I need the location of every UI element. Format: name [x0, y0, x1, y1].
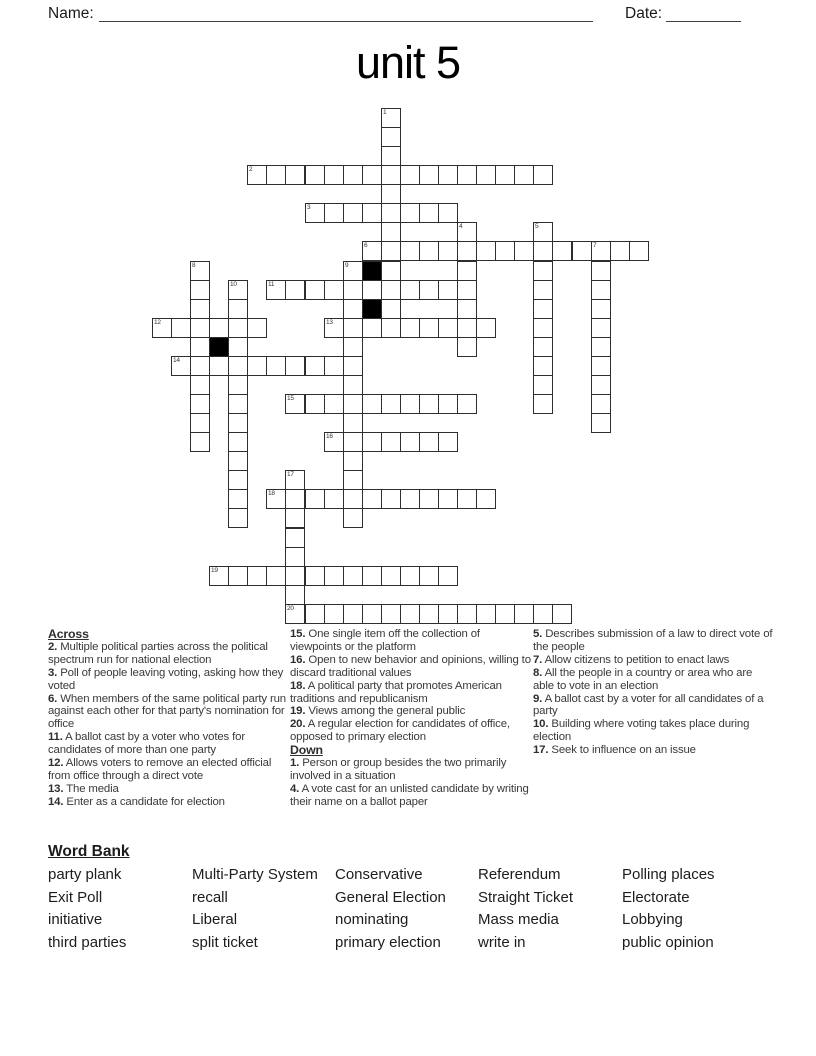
grid-cell: [381, 222, 401, 242]
word-bank-item: initiative: [48, 911, 103, 928]
grid-cell-black: [209, 337, 229, 357]
grid-cell: [343, 394, 363, 414]
grid-cell: [190, 413, 210, 433]
grid-cell: [247, 566, 267, 586]
grid-cell: [591, 413, 611, 433]
grid-cell: [381, 241, 401, 261]
clue-across-12: 12. Allows voters to remove an elected official from office through a direct vote: [48, 757, 272, 782]
grid-cell: [228, 489, 248, 509]
grid-cell: [495, 165, 515, 185]
across-heading: Across: [48, 627, 89, 641]
clue-across-13: 13. The media: [48, 782, 119, 795]
grid-cell: [591, 394, 611, 414]
grid-cell: [381, 184, 401, 204]
grid-cell: [610, 241, 630, 261]
word-bank-item: Electorate: [622, 888, 690, 906]
crossword-grid: [152, 108, 648, 623]
clue-across-2: 2. Multiple political parties across the political spectrum run for national election: [48, 640, 268, 666]
cell-number: 2: [249, 166, 253, 173]
clue-down-5: 5. Describes submission of a law to direct vote of the people: [533, 628, 773, 653]
clue-across-18: 18. A political party that promotes American traditions and republicanism: [290, 679, 502, 705]
clue-across-14: 14. Enter as a candidate for election: [48, 795, 225, 808]
grid-cell: [190, 280, 210, 300]
grid-cell: [381, 261, 401, 281]
grid-cell: [228, 470, 248, 490]
grid-cell: [591, 337, 611, 357]
grid-cell: [476, 318, 496, 338]
word-bank-item: nominating: [335, 911, 409, 928]
grid-cell: [343, 299, 363, 319]
clue-number: 17.: [533, 744, 549, 757]
grid-cell: [533, 356, 553, 376]
grid-cell: [400, 203, 420, 223]
clue-number: 4.: [290, 782, 300, 795]
clue-down-8: 8. All the people in a country or area who are able to vote in an election: [533, 666, 753, 692]
grid-cell: [362, 394, 382, 414]
grid-cell: [514, 604, 534, 624]
grid-cell: [305, 280, 325, 300]
grid-cell: [190, 318, 210, 338]
grid-cell: [533, 375, 553, 395]
clue-across-6: 6. When members of the same political party run against each other for that party's nomination for office: [48, 692, 286, 731]
grid-cell: [343, 318, 363, 338]
grid-cell: [552, 604, 572, 624]
grid-cell: [419, 241, 439, 261]
grid-cell: [343, 432, 363, 452]
grid-cell: [285, 604, 305, 624]
grid-cell: [324, 280, 344, 300]
cell-number: 3: [307, 204, 311, 211]
cell-number: 8: [192, 262, 196, 269]
clue-number: 18.: [290, 679, 306, 692]
grid-cell: [381, 108, 401, 128]
grid-cell: [190, 394, 210, 414]
grid-cell: [457, 337, 477, 357]
grid-cell: [438, 280, 458, 300]
clue-number: 16.: [290, 653, 306, 666]
grid-cell: [400, 394, 420, 414]
word-bank-item: primary election: [335, 933, 441, 951]
grid-cell: [343, 280, 363, 300]
grid-cell: [533, 299, 553, 319]
grid-cell: [343, 337, 363, 357]
cell-number: 15: [287, 395, 294, 402]
grid-cell: [438, 241, 458, 261]
clue-number: 11.: [48, 731, 63, 744]
word-bank-item: Conservative: [335, 866, 423, 883]
cell-number: 11: [268, 281, 275, 288]
clue-down-10: 10. Building where voting takes place during election: [533, 718, 750, 744]
grid-cell: [419, 604, 439, 624]
cell-number: 5: [535, 223, 539, 230]
cell-number: 16: [326, 433, 333, 440]
grid-cell: [228, 566, 248, 586]
word-bank-item: recall: [192, 888, 228, 906]
word-bank-item: party plank: [48, 866, 122, 883]
grid-cell: [362, 203, 382, 223]
grid-cell: [438, 165, 458, 185]
grid-cell: [419, 280, 439, 300]
grid-cell: [572, 241, 592, 261]
grid-cell: [190, 299, 210, 319]
clue-across-15: 15. One single item off the collection of viewpoints or the platform: [290, 628, 480, 653]
grid-cell: [324, 604, 344, 624]
grid-cell: [209, 356, 229, 376]
grid-cell: [381, 280, 401, 300]
grid-cell: [400, 165, 420, 185]
grid-cell: [400, 318, 420, 338]
word-bank-item: split ticket: [192, 933, 258, 951]
grid-cell: [324, 566, 344, 586]
clue-number: 10.: [533, 718, 549, 731]
grid-cell: [514, 165, 534, 185]
grid-cell: [533, 280, 553, 300]
word-bank-item: Polling places: [622, 866, 715, 883]
grid-cell: [533, 165, 553, 185]
grid-cell: [324, 165, 344, 185]
clue-number: 20.: [290, 718, 306, 731]
clue-number: 12.: [48, 757, 64, 770]
grid-cell: [400, 489, 420, 509]
clue-number: 14.: [48, 795, 64, 808]
grid-cell: [438, 566, 458, 586]
grid-cell: [457, 604, 477, 624]
cell-number: 18: [268, 490, 275, 497]
grid-cell: [266, 566, 286, 586]
grid-cell: [305, 165, 325, 185]
grid-cell: [381, 566, 401, 586]
grid-cell: [419, 203, 439, 223]
grid-cell: [228, 375, 248, 395]
grid-cell: [285, 547, 305, 567]
grid-cell: [400, 280, 420, 300]
grid-cell: [247, 318, 267, 338]
date-blank-line: [666, 21, 741, 22]
grid-cell: [228, 356, 248, 376]
grid-cell: [438, 489, 458, 509]
grid-cell: [285, 470, 305, 490]
grid-cell: [190, 337, 210, 357]
grid-cell: [476, 241, 496, 261]
grid-cell-black: [362, 299, 382, 319]
clue-number: 19.: [290, 705, 306, 718]
grid-cell: [400, 241, 420, 261]
grid-cell: [190, 356, 210, 376]
grid-cell: [362, 432, 382, 452]
grid-cell: [457, 318, 477, 338]
clue-number: 8.: [533, 666, 543, 679]
grid-cell: [419, 394, 439, 414]
grid-cell: [381, 127, 401, 147]
clue-down-1: 1. Person or group besides the two primarily involved in a situation: [290, 757, 507, 782]
grid-cell: [476, 165, 496, 185]
word-bank-item: Liberal: [192, 911, 238, 928]
grid-cell: [533, 604, 553, 624]
word-bank-heading: Word Bank: [48, 843, 130, 860]
grid-cell: [324, 432, 344, 452]
word-bank-item: General Election: [335, 888, 446, 906]
grid-cell: [305, 489, 325, 509]
word-bank-item: public opinion: [622, 933, 714, 951]
grid-cell: [514, 241, 534, 261]
grid-cell: [343, 566, 363, 586]
grid-cell: [209, 566, 229, 586]
grid-cell: [152, 318, 172, 338]
cell-number: 19: [211, 567, 218, 574]
grid-cell: [591, 261, 611, 281]
cell-number: 14: [173, 357, 180, 364]
grid-cell: [343, 375, 363, 395]
grid-cell: [591, 375, 611, 395]
date-label: Date:: [625, 5, 663, 22]
name-blank-line: [99, 21, 593, 22]
word-bank-item: write in: [478, 933, 526, 951]
grid-cell: [381, 604, 401, 624]
grid-cell: [381, 318, 401, 338]
grid-cell: [362, 165, 382, 185]
grid-cell: [533, 318, 553, 338]
word-bank-item: Straight Ticket: [478, 888, 574, 906]
grid-cell: [400, 604, 420, 624]
grid-cell: [343, 413, 363, 433]
grid-cell: [533, 394, 553, 414]
grid-cell: [228, 299, 248, 319]
grid-cell: [552, 241, 572, 261]
grid-cell: [324, 203, 344, 223]
grid-cell: [228, 394, 248, 414]
grid-cell: [285, 165, 305, 185]
grid-cell: [343, 165, 363, 185]
clue-number: 15.: [290, 628, 306, 640]
grid-cell: [495, 241, 515, 261]
grid-cell: [285, 585, 305, 605]
clue-number: 2.: [48, 640, 58, 653]
grid-cell: [285, 566, 305, 586]
grid-cell: [228, 451, 248, 471]
word-bank-item: Mass media: [478, 911, 559, 928]
grid-cell: [438, 604, 458, 624]
grid-cell: [247, 356, 267, 376]
word-bank-list: [48, 866, 774, 956]
grid-cell: [457, 299, 477, 319]
grid-cell: [591, 241, 611, 261]
clue-across-11: 11. A ballot cast by a voter who votes for candidates of more than one party: [48, 731, 245, 757]
grid-cell: [171, 318, 191, 338]
grid-cell: [419, 432, 439, 452]
grid-cell: [343, 203, 363, 223]
cell-number: 10: [230, 281, 237, 288]
grid-cell: [438, 394, 458, 414]
grid-cell: [228, 413, 248, 433]
grid-cell: [457, 241, 477, 261]
grid-cell: [305, 394, 325, 414]
grid-cell: [305, 566, 325, 586]
cell-number: 9: [345, 262, 349, 269]
cell-number: 12: [154, 319, 161, 326]
cell-number: 13: [326, 319, 333, 326]
grid-cell: [343, 470, 363, 490]
cell-number: 17: [287, 471, 294, 478]
grid-cell: [533, 261, 553, 281]
grid-cell: [343, 261, 363, 281]
grid-cell: [285, 394, 305, 414]
cell-number: 6: [364, 242, 368, 249]
page-title: unit 5: [355, 37, 461, 88]
grid-cell: [457, 261, 477, 281]
clue-down-17: 17. Seek to influence on an issue: [533, 744, 696, 757]
grid-cell: [591, 356, 611, 376]
grid-cell: [266, 280, 286, 300]
grid-cell: [266, 489, 286, 509]
clue-number: 3.: [48, 666, 58, 679]
word-bank-item: third parties: [48, 933, 127, 951]
grid-cell: [362, 241, 382, 261]
grid-cell: [381, 394, 401, 414]
word-bank-item: Exit Poll: [48, 888, 103, 906]
grid-cell: [438, 318, 458, 338]
cell-number: 20: [287, 605, 294, 612]
grid-cell: [591, 318, 611, 338]
clue-across-20: 20. A regular election for candidates of office, opposed to primary election: [290, 718, 510, 744]
grid-cell: [305, 203, 325, 223]
grid-cell: [343, 604, 363, 624]
grid-cell: [343, 356, 363, 376]
grid-cell: [305, 356, 325, 376]
grid-cell: [457, 165, 477, 185]
down-heading: Down: [290, 743, 323, 758]
grid-cell: [419, 165, 439, 185]
clue-across-3: 3. Poll of people leaving voting, asking how they voted: [48, 666, 284, 692]
clue-column-2: [290, 628, 533, 809]
grid-cell: [591, 280, 611, 300]
grid-cell: [266, 356, 286, 376]
clue-down-9: 9. A ballot cast by a voter for all candidates of a party: [533, 692, 764, 718]
grid-cell: [533, 222, 553, 242]
grid-cell: [457, 280, 477, 300]
grid-cell: [324, 394, 344, 414]
grid-cell: [400, 432, 420, 452]
grid-cell: [343, 451, 363, 471]
grid-cell: [495, 604, 515, 624]
grid-cell: [285, 280, 305, 300]
cell-number: 1: [383, 109, 387, 116]
clue-number: 5.: [533, 628, 543, 640]
grid-cell: [381, 489, 401, 509]
grid-cell: [247, 165, 267, 185]
grid-cell: [324, 356, 344, 376]
grid-cell: [285, 489, 305, 509]
cell-number: 4: [459, 223, 463, 230]
clue-column-3: [533, 628, 776, 757]
cell-number: 7: [593, 242, 597, 249]
word-bank-item: Multi-Party System: [192, 866, 318, 883]
grid-cell: [457, 489, 477, 509]
grid-cell: [438, 203, 458, 223]
clue-number: 9.: [533, 692, 543, 705]
grid-cell: [362, 566, 382, 586]
grid-cell: [171, 356, 191, 376]
grid-cell: [419, 318, 439, 338]
grid-cell: [190, 432, 210, 452]
grid-cell: [343, 489, 363, 509]
clue-number: 7.: [533, 653, 543, 666]
clue-number: 6.: [48, 692, 58, 705]
clue-number: 1.: [290, 757, 300, 770]
clue-across-19: 19. Views among the general public: [290, 705, 466, 718]
grid-cell: [285, 356, 305, 376]
grid-cell: [209, 318, 229, 338]
grid-cell: [381, 299, 401, 319]
grid-cell: [285, 508, 305, 528]
grid-cell: [381, 146, 401, 166]
grid-cell: [324, 318, 344, 338]
grid-cell: [228, 280, 248, 300]
grid-cell: [190, 261, 210, 281]
grid-cell: [305, 604, 325, 624]
word-bank-item: Lobbying: [622, 911, 683, 928]
grid-cell: [457, 394, 477, 414]
grid-cell: [457, 222, 477, 242]
grid-cell: [381, 203, 401, 223]
word-bank-item: Referendum: [478, 866, 561, 883]
grid-cell: [533, 337, 553, 357]
grid-cell: [266, 165, 286, 185]
clue-down-4: 4. A vote cast for an unlisted candidate by writing their name on a ballot paper: [290, 782, 529, 808]
grid-cell: [228, 337, 248, 357]
grid-cell: [228, 508, 248, 528]
grid-cell: [381, 432, 401, 452]
grid-cell: [533, 241, 553, 261]
clue-across-16: 16. Open to new behavior and opinions, willing to discard traditional values: [290, 653, 531, 679]
grid-cell: [324, 489, 344, 509]
grid-cell: [343, 508, 363, 528]
grid-cell: [419, 566, 439, 586]
grid-cell: [419, 489, 439, 509]
grid-cell: [228, 318, 248, 338]
grid-cell: [362, 318, 382, 338]
grid-cell: [285, 528, 305, 548]
grid-cell: [629, 241, 649, 261]
clue-column-1: [48, 628, 291, 809]
grid-cell: [362, 489, 382, 509]
grid-cell: [228, 432, 248, 452]
name-label: Name:: [48, 5, 94, 22]
clue-number: 13.: [48, 782, 64, 795]
grid-cell: [591, 299, 611, 319]
grid-cell: [190, 375, 210, 395]
grid-cell: [400, 566, 420, 586]
grid-cell-black: [362, 261, 382, 281]
grid-cell: [476, 489, 496, 509]
clue-down-7: 7. Allow citizens to petition to enact laws: [533, 653, 730, 666]
grid-cell: [476, 604, 496, 624]
grid-cell: [438, 432, 458, 452]
grid-cell: [381, 165, 401, 185]
grid-cell: [362, 280, 382, 300]
grid-cell: [362, 604, 382, 624]
